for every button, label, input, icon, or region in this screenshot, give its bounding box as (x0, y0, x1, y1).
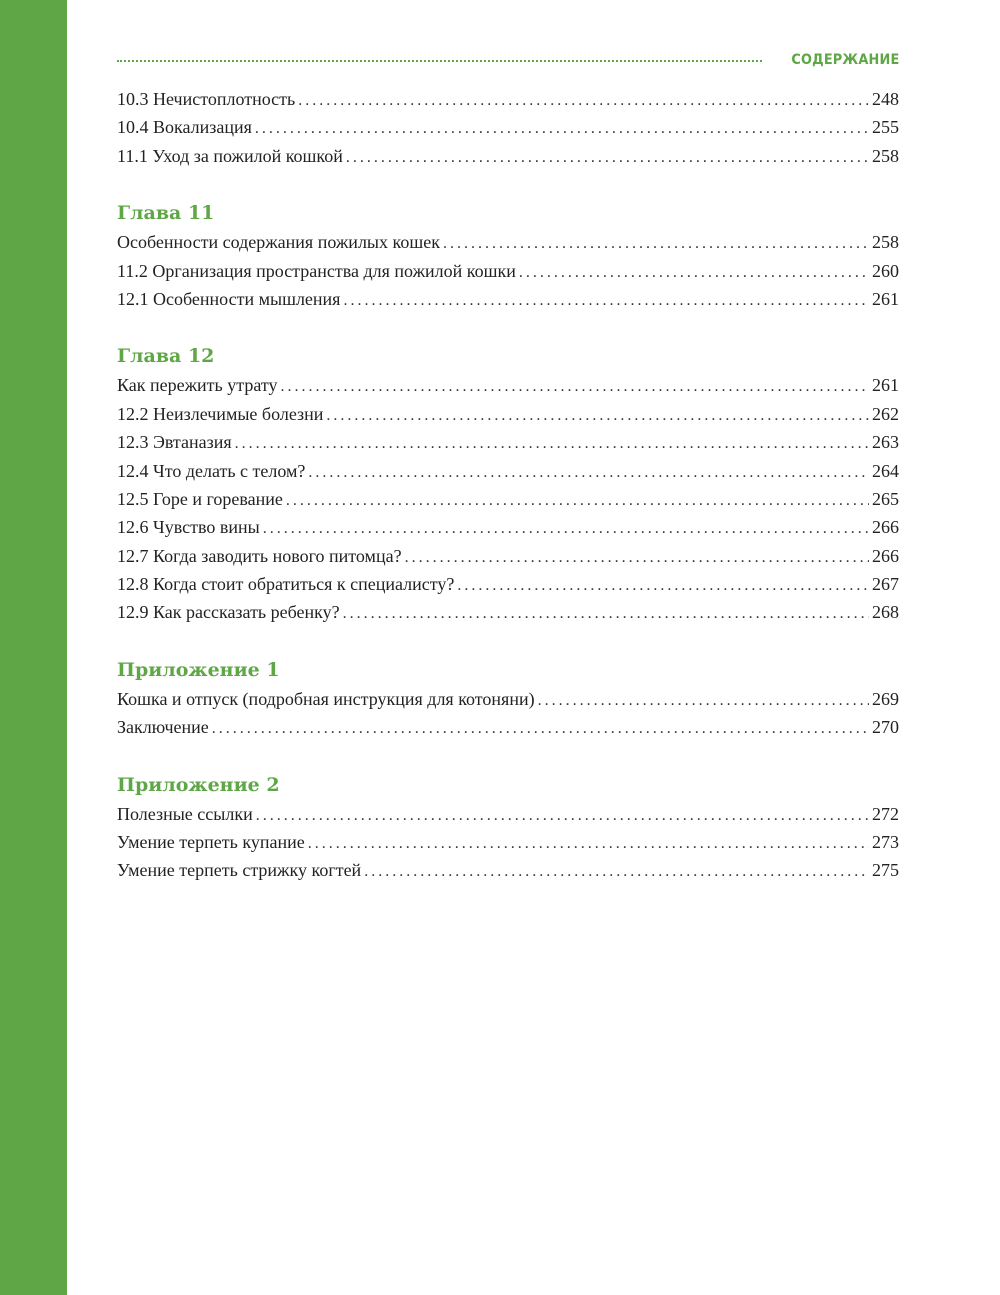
toc-entry-page: 267 (872, 574, 899, 595)
toc-entry-label: 12.9 Как рассказать ребенку? (117, 602, 340, 623)
side-color-bar (0, 0, 67, 1295)
toc-dot-leader (308, 830, 869, 858)
toc-entry-page: 266 (872, 545, 899, 566)
toc-entry[interactable] (117, 371, 899, 399)
toc-dot-leader (298, 87, 869, 115)
toc-entry-label: 12.8 Когда стоит обратиться к специалисту? (117, 574, 455, 595)
toc-section-chapter-12 (117, 342, 899, 627)
toc-dot-leader (346, 144, 869, 172)
toc-section-chapter-11 (117, 199, 899, 313)
toc-entry-page: 268 (872, 602, 899, 623)
table-of-contents (117, 85, 899, 885)
toc-section-appendix-1 (117, 656, 899, 742)
toc-section-appendix-2 (117, 771, 899, 885)
toc-dot-leader (263, 515, 869, 543)
toc-entry[interactable] (117, 570, 899, 598)
toc-entry[interactable] (117, 228, 899, 256)
toc-entry[interactable] (117, 598, 899, 626)
toc-entry-label: 12.4 Что делать с телом? (117, 460, 306, 481)
toc-entry-page: 264 (872, 460, 899, 481)
toc-entry[interactable] (117, 513, 899, 541)
toc-entry-page: 273 (872, 832, 899, 853)
toc-entry-label: 10.4 Вокализация (117, 117, 252, 138)
toc-entry-page: 263 (872, 432, 899, 453)
toc-entry[interactable] (117, 285, 899, 313)
running-header-title: СОДЕРЖАНИЕ (790, 52, 899, 68)
toc-entry-label: Умение терпеть купание (117, 832, 305, 853)
toc-dot-leader (343, 600, 869, 628)
toc-entry[interactable] (117, 485, 899, 513)
toc-entry[interactable] (117, 856, 899, 884)
toc-entry-label: 11.1 Уход за пожилой кошкой (117, 145, 343, 166)
header-dotted-rule (117, 60, 762, 62)
toc-entry-label: 12.2 Неизлечимые болезни (117, 403, 324, 424)
toc-entry-page: 255 (872, 117, 899, 138)
chapter-heading[interactable]: Глава 11 (117, 202, 215, 225)
toc-entry-page: 261 (872, 288, 899, 309)
chapter-heading[interactable]: Глава 12 (117, 345, 215, 368)
toc-entry-label: Как пережить утрату (117, 375, 278, 396)
toc-entry-page: 262 (872, 403, 899, 424)
toc-entry-page: 265 (872, 488, 899, 509)
toc-entry-label: 12.5 Горе и горевание (117, 488, 283, 509)
toc-entry[interactable] (117, 800, 899, 828)
toc-entry-page: 269 (872, 688, 899, 709)
toc-entry[interactable] (117, 400, 899, 428)
toc-dot-leader (405, 544, 869, 572)
toc-entry[interactable] (117, 85, 899, 113)
page-header (117, 46, 899, 74)
toc-dot-leader (308, 459, 869, 487)
toc-dot-leader (256, 802, 869, 830)
toc-entry-page: 260 (872, 260, 899, 281)
toc-entry[interactable] (117, 113, 899, 141)
toc-entry-label: 12.6 Чувство вины (117, 517, 260, 538)
toc-entry-page: 261 (872, 375, 899, 396)
toc-dot-leader (235, 430, 869, 458)
toc-entry[interactable] (117, 713, 899, 741)
toc-dot-leader (343, 287, 869, 315)
toc-dot-leader (255, 115, 869, 143)
toc-entry-label: Особенности содержания пожилых кошек (117, 232, 440, 253)
toc-entry-page: 270 (872, 717, 899, 738)
toc-entry-page: 248 (872, 89, 899, 109)
toc-entry-page: 266 (872, 517, 899, 538)
toc-entry[interactable] (117, 428, 899, 456)
toc-dot-leader (443, 230, 869, 258)
toc-dot-leader (286, 487, 869, 515)
toc-entry[interactable] (117, 257, 899, 285)
toc-entry-page: 258 (872, 232, 899, 253)
toc-entry[interactable] (117, 685, 899, 713)
toc-dot-leader (538, 687, 869, 715)
chapter-heading[interactable]: Приложение 1 (117, 658, 280, 681)
toc-entry-label: 12.1 Особенности мышления (117, 288, 341, 309)
toc-entry-page: 258 (872, 145, 899, 166)
toc-entry-label: 10.3 Нечистоплотность (117, 89, 296, 109)
toc-dot-leader (519, 259, 869, 287)
toc-entry-label: Полезные ссылки (117, 803, 253, 824)
toc-entry-label: 12.3 Эвтаназия (117, 432, 232, 453)
toc-entry-page: 275 (872, 860, 899, 881)
toc-dot-leader (212, 715, 869, 743)
toc-entry[interactable] (117, 542, 899, 570)
toc-entry-label: Умение терпеть стрижку когтей (117, 860, 362, 881)
toc-intro-entries (117, 85, 899, 170)
toc-dot-leader (457, 572, 869, 600)
toc-dot-leader (364, 858, 869, 886)
toc-entry-label: 12.7 Когда заводить нового питомца? (117, 545, 402, 566)
chapter-heading[interactable]: Приложение 2 (117, 773, 280, 796)
toc-dot-leader (281, 373, 870, 401)
toc-entry[interactable] (117, 142, 899, 170)
toc-entry-label: Заключение (117, 717, 209, 738)
toc-entry-label: 11.2 Организация пространства для пожилой кошки (117, 260, 516, 281)
toc-entry[interactable] (117, 457, 899, 485)
toc-entry-page: 272 (872, 803, 899, 824)
toc-entry[interactable] (117, 828, 899, 856)
toc-dot-leader (326, 402, 869, 430)
toc-entry-label: Кошка и отпуск (подробная инструкция для котоняни) (117, 688, 535, 709)
